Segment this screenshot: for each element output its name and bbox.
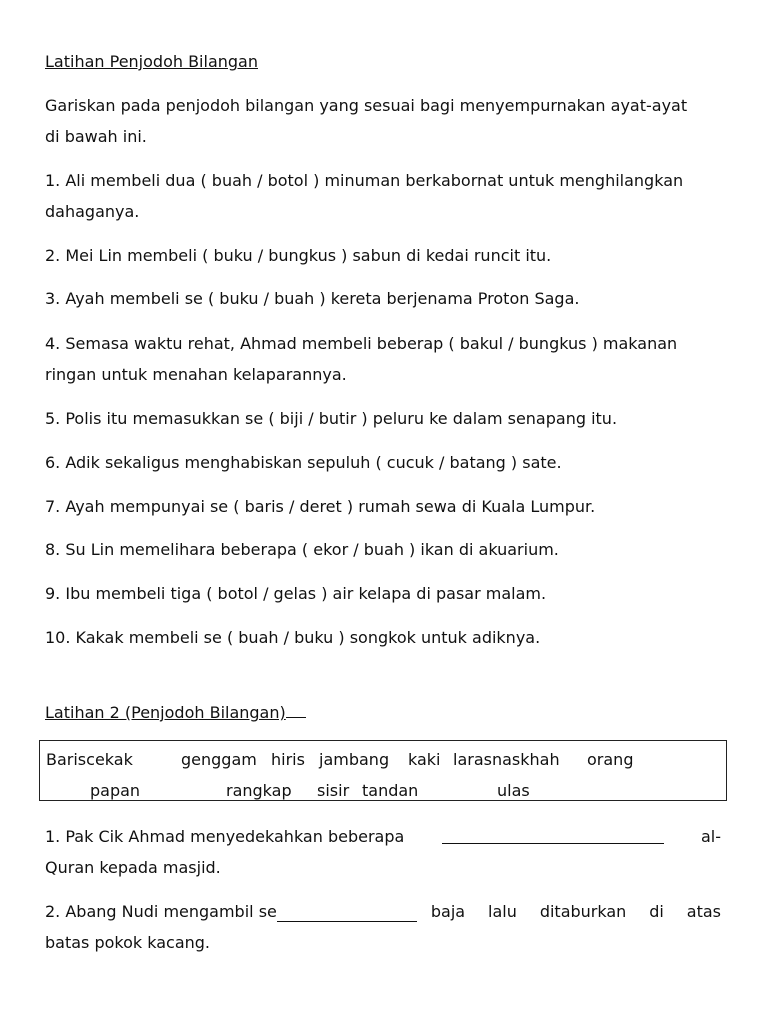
word-bank-item: ulas	[497, 781, 530, 800]
fill-question-2-word: lalu	[488, 902, 517, 921]
question-8: 8. Su Lin memelihara beberapa ( ekor / buah ) ikan di akuarium.	[45, 540, 559, 559]
section-2-title	[45, 703, 306, 723]
question-5: 5. Polis itu memasukkan se ( biji / butir ) peluru ke dalam senapang itu.	[45, 409, 618, 428]
word-bank-item: Bariscekak	[46, 750, 133, 769]
section-2-title-text: Latihan 2 (Penjodoh Bilangan)	[45, 703, 286, 722]
fill-question-2-text: 2. Abang Nudi mengambil se	[45, 902, 277, 921]
fill-question-2-word: di	[649, 902, 664, 921]
question-7: 7. Ayah mempunyai se ( baris / deret ) rumah sewa di Kuala Lumpur.	[45, 497, 596, 516]
word-bank-item: tandan	[362, 781, 419, 800]
fill-question-1-end: al-	[700, 827, 721, 846]
word-bank-item: genggam	[181, 750, 257, 769]
question-3: 3. Ayah membeli se ( buku / buah ) kereta berjenama Proton Saga.	[45, 289, 580, 308]
fill-question-2-word: baja	[430, 902, 466, 921]
question-6: 6. Adik sekaligus menghabiskan sepuluh ( cucuk / batang ) sate.	[45, 453, 562, 472]
page-title: Latihan Penjodoh Bilangan	[45, 52, 258, 71]
question-1-line-1: 1. Ali membeli dua ( buah / botol ) minuman berkabornat untuk menghilangkan	[45, 171, 684, 190]
word-bank-item: rangkap	[226, 781, 292, 800]
fill-question-1-line-2: Quran kepada masjid.	[45, 858, 221, 877]
word-bank-item: jambang	[319, 750, 390, 769]
question-2: 2. Mei Lin membeli ( buku / bungkus ) sabun di kedai runcit itu.	[45, 246, 552, 265]
fill-question-2-line-2: batas pokok kacang.	[45, 933, 211, 952]
word-bank-item: hiris	[271, 750, 305, 769]
word-bank-box	[39, 740, 727, 801]
fill-question-2-word: atas	[686, 902, 721, 921]
instruction-line-2: di bawah ini.	[45, 127, 147, 146]
fill-question-2-end	[431, 902, 721, 922]
fill-question-2-lead	[45, 902, 417, 922]
word-bank-item: sisir	[317, 781, 350, 800]
question-1-line-2: dahaganya.	[45, 202, 140, 221]
fill-question-1-text: 1. Pak Cik Ahmad menyedekahkan beberapa	[45, 827, 405, 846]
question-4-line-1: 4. Semasa waktu rehat, Ahmad membeli beberap ( bakul / bungkus ) makanan	[45, 334, 678, 353]
fill-question-2-line-1	[45, 902, 721, 922]
word-bank-item: kaki	[408, 750, 441, 769]
question-9: 9. Ibu membeli tiga ( botol / gelas ) air kelapa di pasar malam.	[45, 584, 547, 603]
word-bank-item: papan	[90, 781, 141, 800]
instruction-line-1: Gariskan pada penjodoh bilangan yang sesuai bagi menyempurnakan ayat-ayat	[45, 96, 688, 115]
word-bank-item: larasnaskhah	[453, 750, 560, 769]
word-bank-item: orang	[587, 750, 634, 769]
question-10: 10. Kakak membeli se ( buah / buku ) songkok untuk adiknya.	[45, 628, 541, 647]
question-4-line-2: ringan untuk menahan kelaparannya.	[45, 365, 347, 384]
title-underline-extension	[286, 703, 306, 718]
answer-blank-1[interactable]	[442, 827, 664, 844]
fill-question-1-line-1	[45, 827, 721, 847]
fill-question-2-word: ditaburkan	[539, 902, 627, 921]
answer-blank-2[interactable]	[277, 905, 417, 922]
